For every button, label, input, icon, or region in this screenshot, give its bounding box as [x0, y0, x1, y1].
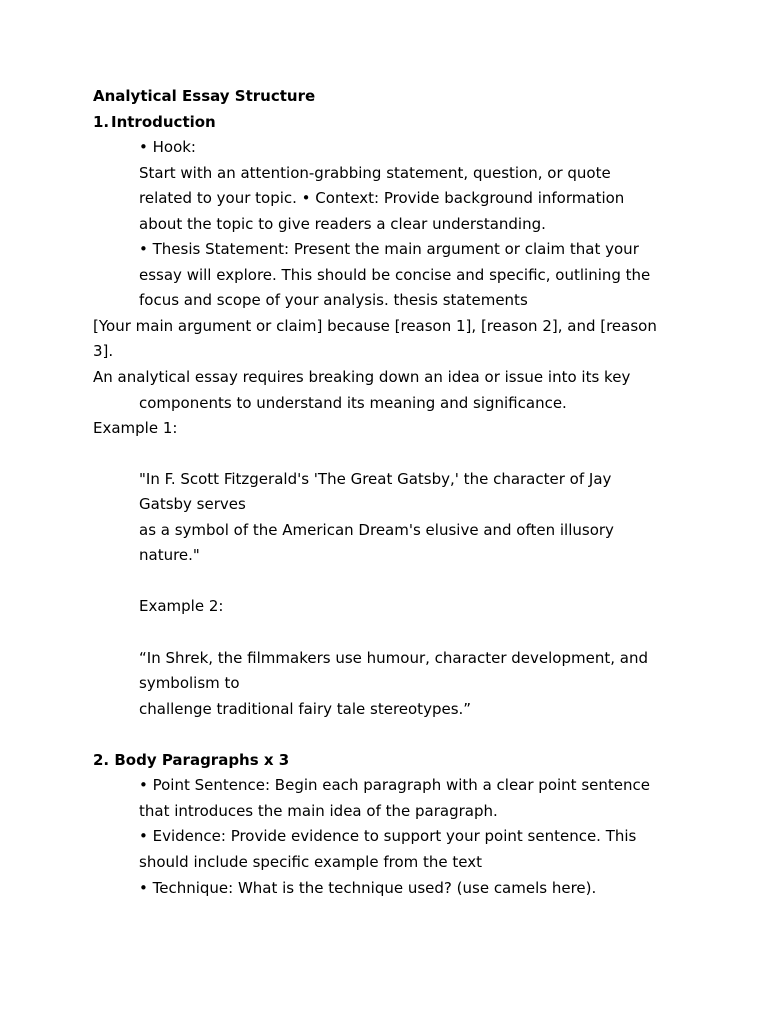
example-1-label: Example 1:: [93, 419, 178, 437]
section-1-heading: [93, 112, 216, 132]
intro-text-line: related to your topic. • Context: Provide background information: [139, 189, 625, 207]
intro-text-line: focus and scope of your analysis. thesis statements: [139, 291, 528, 309]
technique-bullet: • Technique: What is the technique used? (use camels here).: [139, 879, 597, 897]
evidence-bullet: • Evidence: Provide evidence to support your point sentence. This: [139, 827, 637, 845]
example-2-quote-line: challenge traditional fairy tale stereotypes.”: [139, 700, 472, 718]
body-text-line: should include specific example from the text: [139, 853, 483, 871]
point-sentence-bullet: • Point Sentence: Begin each paragraph with a clear point sentence: [139, 776, 650, 794]
hook-bullet: • Hook:: [139, 138, 196, 156]
thesis-template-line: 3].: [93, 342, 114, 360]
intro-text-line: about the topic to give readers a clear understanding.: [139, 215, 546, 233]
example-2-quote-line: symbolism to: [139, 674, 240, 692]
example-1-quote-line: nature.": [139, 546, 200, 564]
intro-text-line: Start with an attention-grabbing statement, question, or quote: [139, 164, 611, 182]
definition-line: components to understand its meaning and significance.: [139, 394, 567, 412]
document-title: Analytical Essay Structure: [93, 87, 316, 105]
example-2-label: Example 2:: [139, 597, 224, 615]
thesis-bullet: • Thesis Statement: Present the main argument or claim that your: [139, 240, 639, 258]
example-1-quote-line: "In F. Scott Fitzgerald's 'The Great Gatsby,' the character of Jay: [139, 470, 612, 488]
intro-text-line: essay will explore. This should be concise and specific, outlining the: [139, 266, 651, 284]
definition-line: An analytical essay requires breaking down an idea or issue into its key: [93, 368, 631, 386]
example-1-quote-line: Gatsby serves: [139, 495, 246, 513]
example-1-quote-line: as a symbol of the American Dream's elusive and often illusory: [139, 521, 614, 539]
body-text-line: that introduces the main idea of the paragraph.: [139, 802, 498, 820]
section-2-heading: 2. Body Paragraphs x 3: [93, 751, 290, 769]
section-1-number: 1.: [93, 113, 110, 131]
thesis-template-line: [Your main argument or claim] because [reason 1], [reason 2], and [reason: [93, 317, 657, 335]
example-2-quote-line: “In Shrek, the filmmakers use humour, character development, and: [139, 649, 648, 667]
section-1-title: Introduction: [111, 113, 216, 131]
